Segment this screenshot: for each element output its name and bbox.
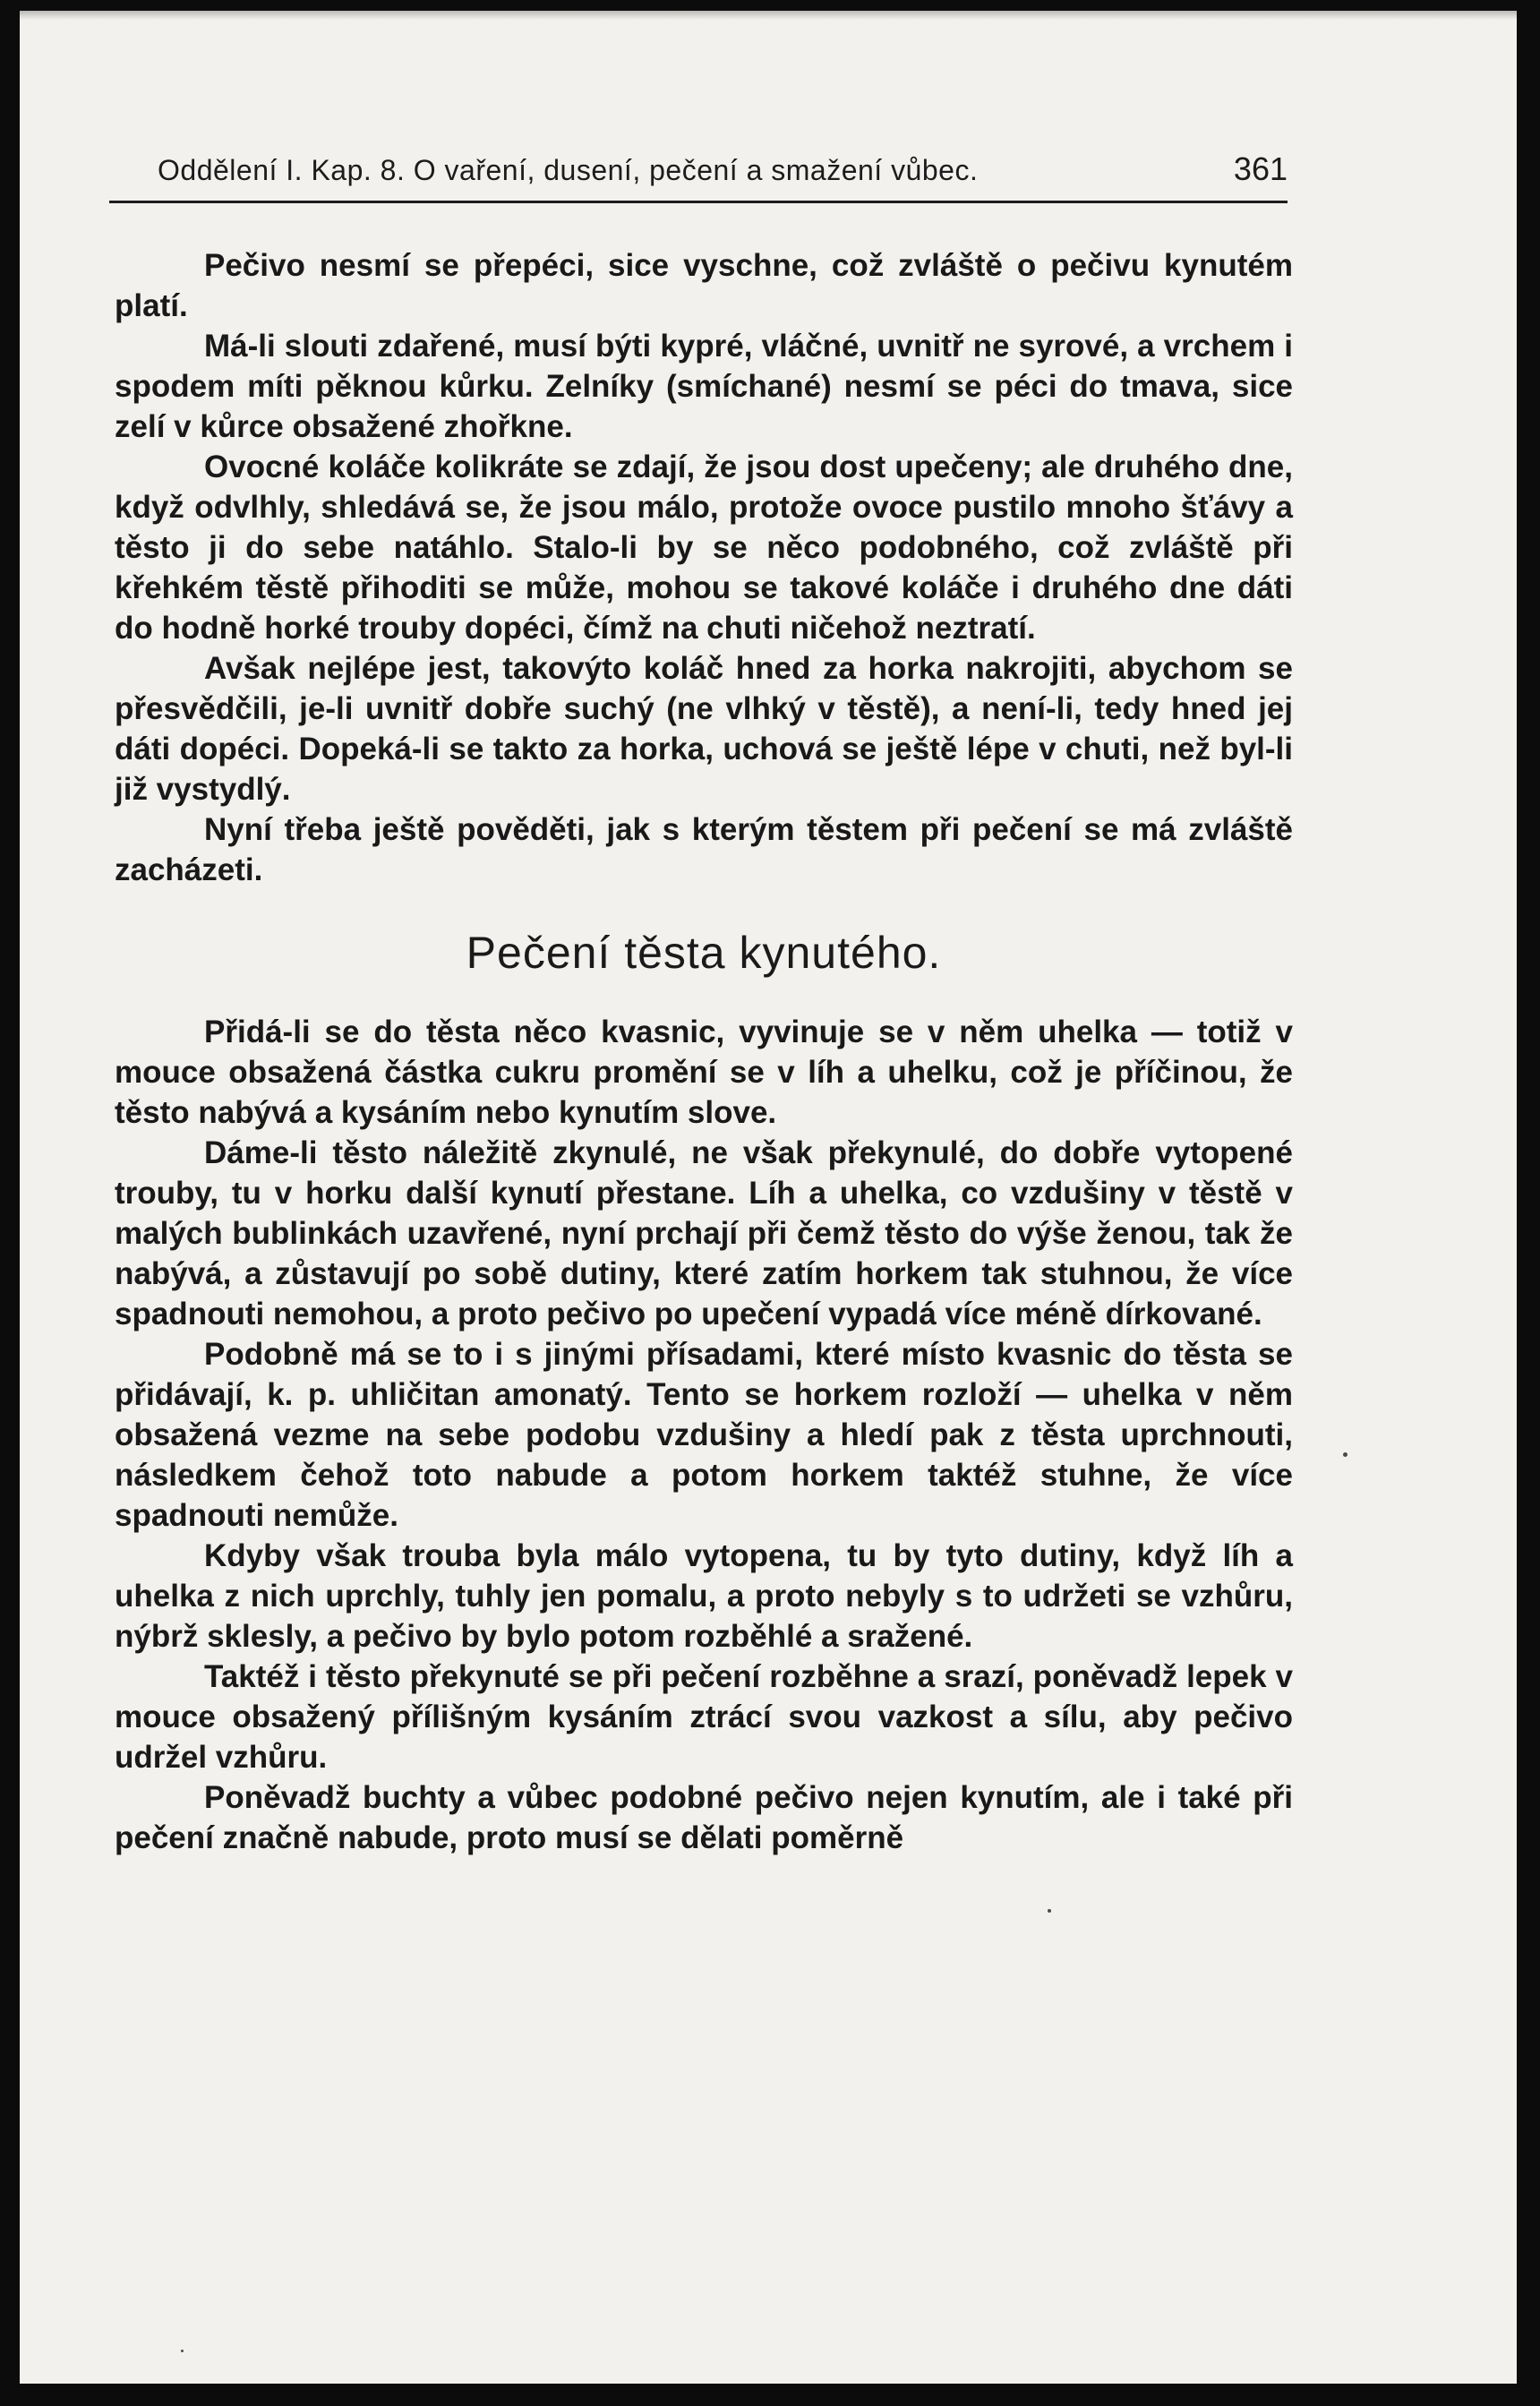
paragraph: Taktéž i těsto překynuté se při pečení rozběhne a srazí, poněvadž lepek v mouce obsažený přílišným kysáním ztrácí svou vazkost a sílu, aby pečivo udržel vzhůru. — [115, 1659, 1293, 1775]
running-title: Oddělení I. Kap. 8. O vaření, dusení, pečení a smažení vůbec. — [158, 154, 979, 186]
paragraph: Přidá-li se do těsta něco kvasnic, vyvinuje se v něm uhelka — totiž v mouce obsažená částka cukru promění se v líh a uhelku, což je příčinou, že těsto nabývá a kysáním nebo kynutím slove. — [115, 1015, 1293, 1130]
paragraph: Má-li slouti zdařené, musí býti kypré, vláčné, uvnitř ne syrové, a vrchem i spodem míti pěknou kůrku. Zelníky (smíchané) nesmí se péci do tmava, sice zelí v kůrce obsažené zhořkne. — [115, 329, 1293, 444]
book-page — [20, 11, 1517, 2384]
page-header — [109, 145, 1288, 203]
paragraph: Kdyby však trouba byla málo vytopena, tu by tyto dutiny, když líh a uhelka z nich uprchly, tuhly jen pomalu, a proto nebyly s to udržeti se vzhůru, nýbrž sklesly, a pečivo by bylo potom rozběhlé a sražené. — [115, 1538, 1293, 1654]
paragraph: Avšak nejlépe jest, takovýto koláč hned za horka nakrojiti, abychom se přesvědčili, je-li uvnitř dobře suchý (ne vlhký v těstě), a není-li, tedy hned jej dáti dopéci. Dopeká-li se takto za horka, uchová se ještě lépe v chuti, než byl-li již vystydlý. — [115, 651, 1293, 807]
paragraph: Pečivo nesmí se přepéci, sice vyschne, což zvláště o pečivu kynutém platí. — [115, 248, 1293, 323]
scan-speck — [181, 2350, 184, 2352]
paragraph: Dáme-li těsto náležitě zkynulé, ne však překynulé, do dobře vytopené trouby, tu v horku další kynutí přestane. Líh a uhelka, co vzdušiny v těstě v malých bublinkách uzavřené, nyní prchají při čemž těsto do výše ženou, tak že nabývá, a zůstavují po sobě dutiny, které zatím horkem tak stuhnou, že více spadnouti nemohou, a proto pečivo po upečení vypadá více méně dírkované. — [115, 1135, 1293, 1331]
paragraph: Poněvadž buchty a vůbec podobné pečivo nejen kynutím, ale i také při pečení značně nabude, proto musí se dělati poměrně — [115, 1780, 1293, 1855]
section-heading: Pečení těsta kynutého. — [466, 928, 942, 978]
page-body — [115, 245, 1293, 1858]
page-number: 361 — [1233, 150, 1288, 187]
paragraph: Nyní třeba ještě pověděti, jak s kterým těstem při pečení se má zvláště zacházeti. — [115, 812, 1293, 887]
scan-speck — [1048, 1909, 1051, 1913]
paragraph: Podobně má se to i s jinými přísadami, které místo kvasnic do těsta se přidávají, k. p. uhličitan amonatý. Tento se horkem rozloží — uhelka v něm obsažená vezme na sebe podobu vzdušiny a hledí pak z těsta uprchnouti, následkem čehož toto nabude a potom horkem taktéž stuhne, že více spadnouti nemůže. — [115, 1337, 1293, 1533]
scan-speck — [1343, 1452, 1348, 1457]
scan-edge — [20, 11, 1517, 20]
paragraph: Ovocné koláče kolikráte se zdají, že jsou dost upečeny; ale druhého dne, když odvlhly, shledává se, že jsou málo, protože ovoce pustilo mnoho šťávy a těsto ji do sebe natáhlo. Stalo-li by se něco podobného, což zvláště při křehkém těstě přihoditi se může, mohou se takové koláče i druhého dne dáti do hodně horké trouby dopéci, čímž na chuti ničehož neztratí. — [115, 450, 1293, 646]
